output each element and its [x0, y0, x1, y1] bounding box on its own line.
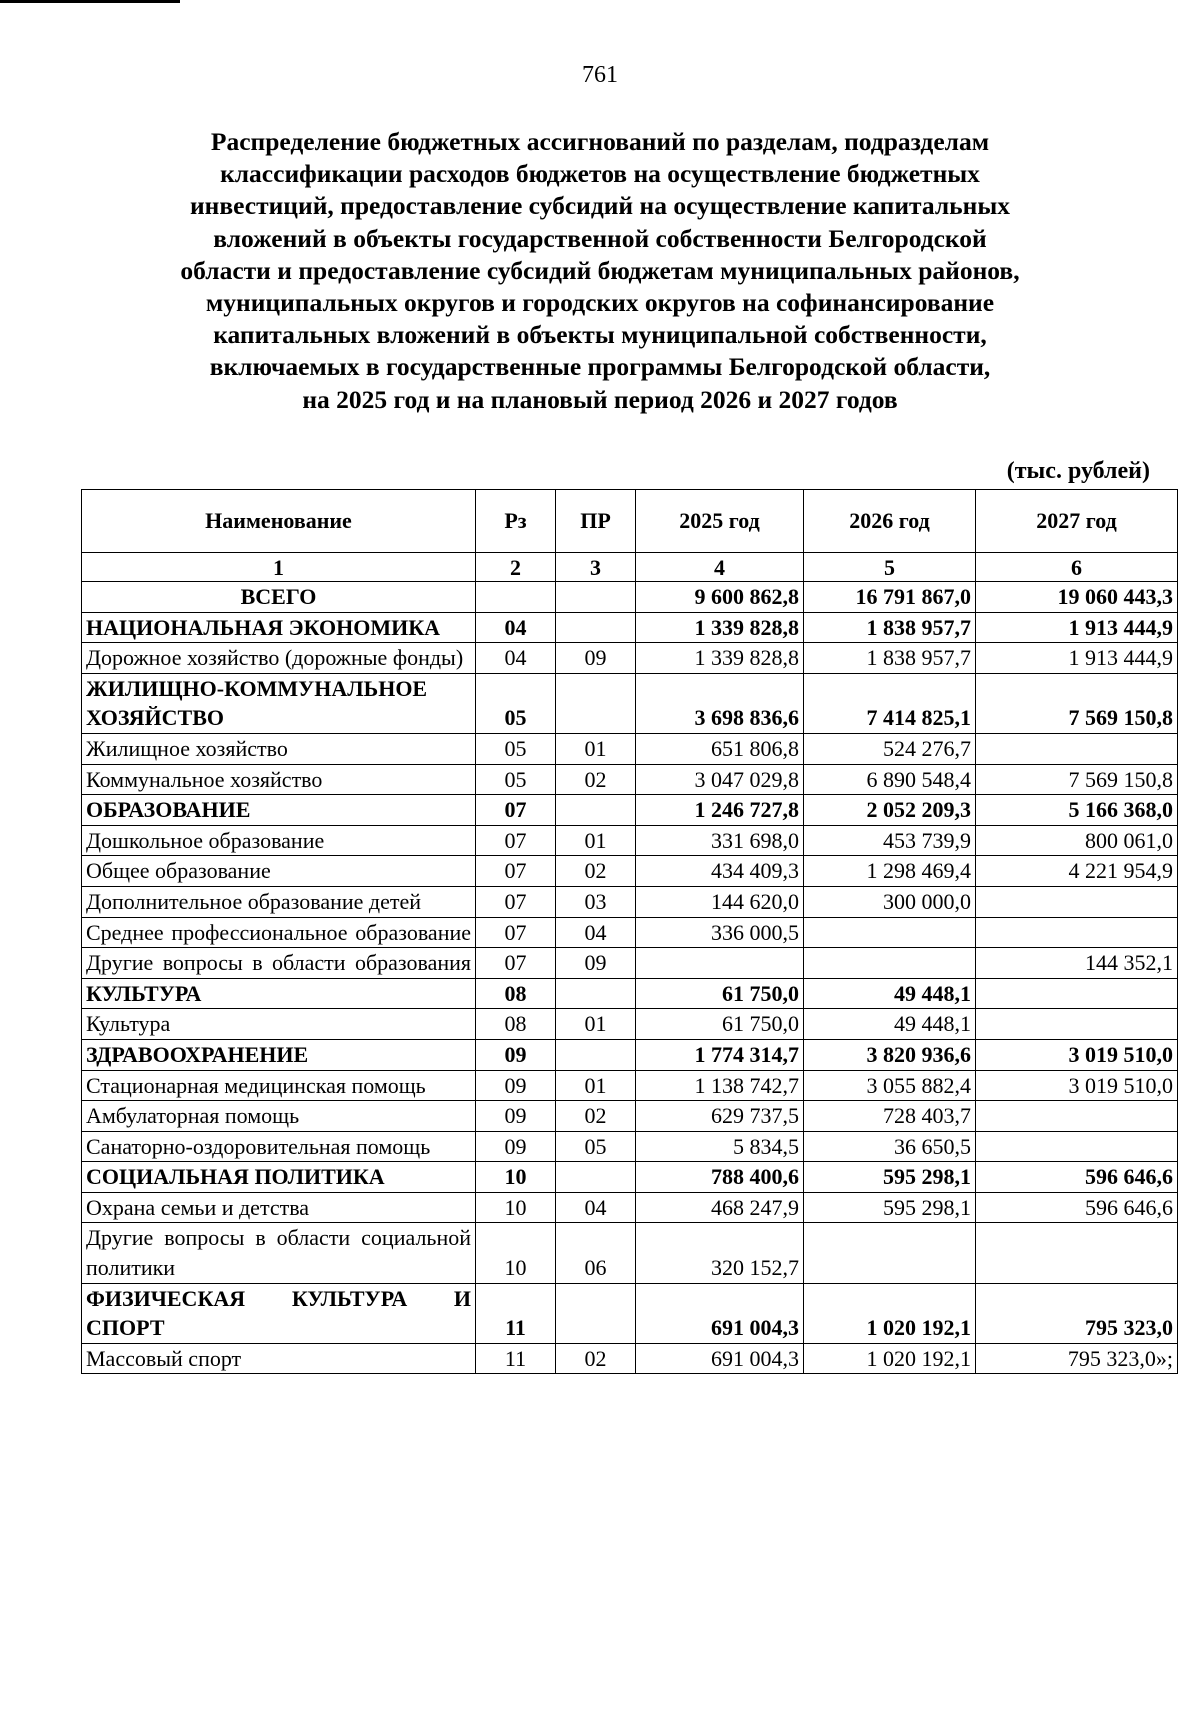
header-2026: 2026 год [804, 490, 976, 553]
title-line: вложений в объекты государственной собственности Белгородской [213, 223, 987, 253]
row-pr: 09 [556, 948, 636, 979]
title-line: включаемых в государственные программы Белгородской области, [209, 352, 991, 382]
row-rz: 11 [476, 1343, 556, 1374]
row-2025: 468 247,9 [636, 1192, 804, 1223]
row-name: Дорожное хозяйство (дорожные фонды) [82, 643, 476, 674]
title-line: муниципальных округов и городских округов на софинансирование [205, 288, 995, 318]
row-rz: 10 [476, 1162, 556, 1193]
row-name: ЗДРАВООХРАНЕНИЕ [82, 1039, 476, 1070]
row-rz: 09 [476, 1070, 556, 1101]
row-name: Дошкольное образование [82, 825, 476, 856]
title-line: Распределение бюджетных ассигнований по разделам, подразделам [210, 127, 990, 156]
table-row-section [82, 1039, 1178, 1070]
row-2026: 2 052 209,3 [804, 795, 976, 826]
table-row [82, 1223, 1178, 1283]
title-line: капитальных вложений в объекты муниципальной собственности, [213, 320, 987, 350]
row-2026: 7 414 825,1 [804, 673, 976, 733]
row-pr: 01 [556, 1070, 636, 1101]
row-2027 [976, 733, 1178, 764]
row-name: ЖИЛИЩНО-КОММУНАЛЬНОЕ ХОЗЯЙСТВО [82, 673, 476, 733]
column-number: 2 [476, 553, 556, 582]
row-rz: 11 [476, 1283, 556, 1343]
page-number: 761 [582, 62, 618, 88]
row-2026: 1 298 469,4 [804, 856, 976, 887]
table-row-section [82, 1162, 1178, 1193]
row-2026: 728 403,7 [804, 1101, 976, 1132]
title-line: классификации расходов бюджетов на осуществление бюджетных [220, 159, 980, 189]
row-2026: 49 448,1 [804, 978, 976, 1009]
table-row [82, 1192, 1178, 1223]
row-2027: 3 019 510,0 [976, 1039, 1178, 1070]
row-pr: 03 [556, 886, 636, 917]
row-pr: 06 [556, 1223, 636, 1283]
row-2027 [976, 1009, 1178, 1040]
row-2026: 595 298,1 [804, 1192, 976, 1223]
header-pr: ПР [556, 490, 636, 553]
row-name: Массовый спорт [82, 1343, 476, 1374]
table-row [82, 1101, 1178, 1132]
row-name: КУЛЬТУРА [82, 978, 476, 1009]
row-rz: 05 [476, 673, 556, 733]
table-row-section [82, 673, 1178, 733]
row-2025: 788 400,6 [636, 1162, 804, 1193]
table-row [82, 886, 1178, 917]
row-2025: 1 339 828,8 [636, 643, 804, 674]
row-2025: 629 737,5 [636, 1101, 804, 1132]
row-2026: 595 298,1 [804, 1162, 976, 1193]
scan-corner-mark [0, 0, 180, 3]
row-2026 [804, 948, 976, 979]
row-2025 [636, 948, 804, 979]
row-2027 [976, 1223, 1178, 1283]
row-2027 [976, 1131, 1178, 1162]
row-2025: 1 138 742,7 [636, 1070, 804, 1101]
table-row [82, 917, 1178, 948]
table-row [82, 1009, 1178, 1040]
row-2027 [976, 978, 1178, 1009]
row-pr: 04 [556, 1192, 636, 1223]
row-2026: 524 276,7 [804, 733, 976, 764]
header-2025: 2025 год [636, 490, 804, 553]
row-name: Общее образование [82, 856, 476, 887]
row-name: Среднее профессиональное образование [82, 917, 476, 948]
row-2026: 300 000,0 [804, 886, 976, 917]
row-rz: 07 [476, 825, 556, 856]
table-row-section [82, 1283, 1178, 1343]
row-rz: 09 [476, 1101, 556, 1132]
row-2027: 7 569 150,8 [976, 673, 1178, 733]
row-pr [556, 1162, 636, 1193]
table-row-section [82, 978, 1178, 1009]
row-name: Амбулаторная помощь [82, 1101, 476, 1132]
row-pr [556, 978, 636, 1009]
row-2027 [976, 886, 1178, 917]
row-rz: 07 [476, 856, 556, 887]
row-rz: 07 [476, 917, 556, 948]
title-line: на 2025 год и на плановый период 2026 и 2027 годов [302, 384, 898, 414]
budget-table [81, 489, 1178, 1374]
table-row [82, 764, 1178, 795]
row-2026: 1 020 192,1 [804, 1283, 976, 1343]
column-number: 3 [556, 553, 636, 582]
row-pr: 05 [556, 1131, 636, 1162]
column-number: 4 [636, 553, 804, 582]
row-2026 [804, 917, 976, 948]
row-pr [556, 582, 636, 613]
row-2025: 61 750,0 [636, 1009, 804, 1040]
row-pr [556, 673, 636, 733]
row-2025: 331 698,0 [636, 825, 804, 856]
row-2027: 596 646,6 [976, 1192, 1178, 1223]
row-2026: 3 820 936,6 [804, 1039, 976, 1070]
column-number: 5 [804, 553, 976, 582]
row-rz: 07 [476, 795, 556, 826]
column-number-row [82, 553, 1178, 582]
row-name: НАЦИОНАЛЬНАЯ ЭКОНОМИКА [82, 612, 476, 643]
table-row [82, 856, 1178, 887]
row-2026: 1 020 192,1 [804, 1343, 976, 1374]
document-title [100, 126, 1100, 416]
row-pr: 01 [556, 825, 636, 856]
row-2026: 453 739,9 [804, 825, 976, 856]
row-name: ФИЗИЧЕСКАЯ КУЛЬТУРА И СПОРТ [82, 1283, 476, 1343]
row-2025: 434 409,3 [636, 856, 804, 887]
row-rz: 09 [476, 1039, 556, 1070]
row-name: Коммунальное хозяйство [82, 764, 476, 795]
row-rz: 04 [476, 612, 556, 643]
table-row [82, 948, 1178, 979]
header-2027: 2027 год [976, 490, 1178, 553]
row-2025: 3 047 029,8 [636, 764, 804, 795]
row-pr: 01 [556, 733, 636, 764]
row-pr [556, 1039, 636, 1070]
row-2027: 800 061,0 [976, 825, 1178, 856]
row-pr: 01 [556, 1009, 636, 1040]
row-2027: 596 646,6 [976, 1162, 1178, 1193]
row-2025: 651 806,8 [636, 733, 804, 764]
row-pr [556, 795, 636, 826]
row-2027: 795 323,0»; [976, 1343, 1178, 1374]
row-name: Культура [82, 1009, 476, 1040]
table-row [82, 1343, 1178, 1374]
header-name: Наименование [82, 490, 476, 553]
row-2025: 144 620,0 [636, 886, 804, 917]
row-name: Стационарная медицинская помощь [82, 1070, 476, 1101]
row-2027: 3 019 510,0 [976, 1070, 1178, 1101]
row-pr: 02 [556, 856, 636, 887]
row-2025: 336 000,5 [636, 917, 804, 948]
row-pr: 04 [556, 917, 636, 948]
title-line: инвестиций, предоставление субсидий на осуществление капитальных [189, 191, 1010, 221]
row-name: Другие вопросы в области социальной политики [82, 1223, 476, 1283]
row-pr: 02 [556, 764, 636, 795]
row-2026: 3 055 882,4 [804, 1070, 976, 1101]
table-row [82, 1131, 1178, 1162]
row-2027: 5 166 368,0 [976, 795, 1178, 826]
row-pr [556, 612, 636, 643]
row-2025: 1 774 314,7 [636, 1039, 804, 1070]
row-2025: 3 698 836,6 [636, 673, 804, 733]
row-2027: 1 913 444,9 [976, 643, 1178, 674]
row-pr: 02 [556, 1343, 636, 1374]
row-pr [556, 1283, 636, 1343]
row-2025: 691 004,3 [636, 1343, 804, 1374]
row-name: Жилищное хозяйство [82, 733, 476, 764]
row-2025: 691 004,3 [636, 1283, 804, 1343]
row-rz: 07 [476, 948, 556, 979]
table-row [82, 643, 1178, 674]
row-name: Охрана семьи и детства [82, 1192, 476, 1223]
row-pr: 02 [556, 1101, 636, 1132]
row-2025: 320 152,7 [636, 1223, 804, 1283]
table-row-section [82, 795, 1178, 826]
row-2027: 144 352,1 [976, 948, 1178, 979]
table-row-total [82, 582, 1178, 613]
row-2025: 5 834,5 [636, 1131, 804, 1162]
row-2025: 1 339 828,8 [636, 612, 804, 643]
table-header-row [82, 490, 1178, 553]
row-2027: 795 323,0 [976, 1283, 1178, 1343]
row-2027 [976, 917, 1178, 948]
title-line: области и предоставление субсидий бюджетам муниципальных районов, [180, 255, 1020, 285]
row-rz: 05 [476, 733, 556, 764]
column-number: 1 [82, 553, 476, 582]
row-name: ОБРАЗОВАНИЕ [82, 795, 476, 826]
row-rz: 08 [476, 1009, 556, 1040]
header-rz: Рз [476, 490, 556, 553]
units-label: (тыс. рублей) [1006, 458, 1150, 484]
row-name: Санаторно-оздоровительная помощь [82, 1131, 476, 1162]
row-2027: 7 569 150,8 [976, 764, 1178, 795]
table-row [82, 1070, 1178, 1101]
row-rz [476, 582, 556, 613]
row-2026: 1 838 957,7 [804, 643, 976, 674]
row-rz: 08 [476, 978, 556, 1009]
row-2027 [976, 1101, 1178, 1132]
row-2026: 1 838 957,7 [804, 612, 976, 643]
row-name: Другие вопросы в области образования [82, 948, 476, 979]
row-rz: 07 [476, 886, 556, 917]
row-rz: 10 [476, 1192, 556, 1223]
row-2026 [804, 1223, 976, 1283]
row-2026: 49 448,1 [804, 1009, 976, 1040]
row-rz: 09 [476, 1131, 556, 1162]
row-name: СОЦИАЛЬНАЯ ПОЛИТИКА [82, 1162, 476, 1193]
row-rz: 04 [476, 643, 556, 674]
row-2025: 61 750,0 [636, 978, 804, 1009]
table-row [82, 825, 1178, 856]
column-number: 6 [976, 553, 1178, 582]
row-rz: 05 [476, 764, 556, 795]
row-2027: 4 221 954,9 [976, 856, 1178, 887]
row-2027: 19 060 443,3 [976, 582, 1178, 613]
row-name: ВСЕГО [82, 582, 476, 613]
row-rz: 10 [476, 1223, 556, 1283]
row-2026: 6 890 548,4 [804, 764, 976, 795]
row-2025: 1 246 727,8 [636, 795, 804, 826]
row-pr: 09 [556, 643, 636, 674]
row-name: Дополнительное образование детей [82, 886, 476, 917]
row-2027: 1 913 444,9 [976, 612, 1178, 643]
table-row-section [82, 612, 1178, 643]
row-2026: 36 650,5 [804, 1131, 976, 1162]
row-2026: 16 791 867,0 [804, 582, 976, 613]
table-row [82, 733, 1178, 764]
row-2025: 9 600 862,8 [636, 582, 804, 613]
